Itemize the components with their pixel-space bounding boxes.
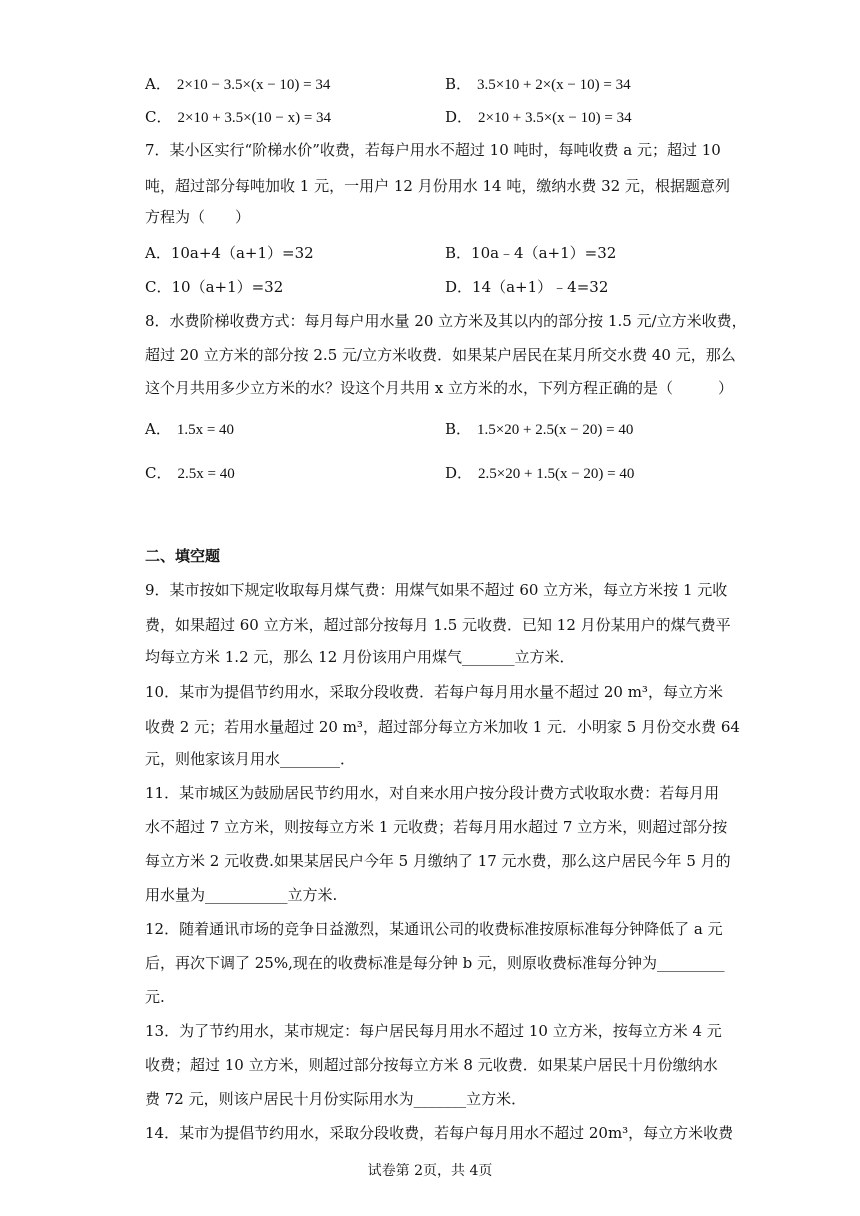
q6-option-b (445, 73, 631, 94)
option-letter: C． (145, 464, 172, 482)
option-letter: A． (145, 420, 171, 438)
q7-line-1: 7．某小区实行“阶梯水价”收费，若每户用水不超过 10 吨时，每吨收费 a 元；超过 10 (145, 141, 721, 159)
q8-line-1: 8．水费阶梯收费方式：每月每户用水量 20 立方米及其以内的部分按 1.5 元/立方米收费， (145, 312, 747, 330)
q9-line-1: 9．某市按如下规定收取每月煤气费：用煤气如果不超过 60 立方米，每立方米按 1 元收 (145, 581, 728, 599)
q8-line-3: 这个月共用多少立方米的水？设这个月共用 x 立方米的水，下列方程正确的是（ ） (145, 379, 733, 397)
q12-line-3: 元. (145, 988, 165, 1006)
option-formula: 2×10 − 3.5×(x − 10) = 34 (176, 77, 331, 93)
option-letter: B． (445, 420, 472, 438)
q13-line-2: 收费；超过 10 立方米，则超过部分按每立方米 8 元收费．如果某户居民十月份缴纳水 (145, 1056, 718, 1074)
q9-line-3: 均每立方米 1.2 元，那么 12 月份该用户用煤气_______立方米． (145, 648, 575, 666)
option-letter: C． (145, 108, 172, 126)
option-letter: B． (445, 75, 472, 93)
q11-line-3: 每立方米 2 元收费.如果某居民户今年 5 月缴纳了 17 元水费，那么这户居民今年 5 月的 (145, 852, 731, 870)
q8-line-2: 超过 20 立方米的部分按 2.5 元/立方米收费．如果某户居民在某月所交水费 40 元，那么 (145, 346, 736, 364)
option-formula: 2×10 + 3.5×(x − 10) = 34 (478, 110, 632, 126)
q9-line-2: 费，如果超过 60 立方米，超过部分按每月 1.5 元收费．已知 12 月份某用户的煤气费平 (145, 616, 731, 634)
option-letter: D． (445, 464, 473, 482)
q12-line-1: 12．随着通讯市场的竞争日益激烈，某通讯公司的收费标准按原标准每分钟降低了 a 元 (145, 920, 723, 938)
q13-line-3: 费 72 元，则该户居民十月份实际用水为_______立方米． (145, 1090, 527, 1108)
option-letter: D． (445, 108, 473, 126)
q6-option-c (145, 106, 331, 127)
option-formula: 3.5×10 + 2×(x − 10) = 34 (477, 77, 631, 93)
option-letter: A． (145, 75, 171, 93)
q14-line-1: 14．某市为提倡节约用水，采取分段收费，若每户每月用水不超过 20m³，每立方米收费 (145, 1124, 734, 1142)
q7-option-d: D．14（a+1）﹣4=32 (445, 278, 609, 296)
q8-option-b (445, 418, 633, 439)
section-title: 二、填空题 (145, 547, 221, 565)
page-footer: 试卷第 2页，共 4页 (367, 1163, 493, 1179)
q7-line-2: 吨，超过部分每吨加收 1 元，一用户 12 月份用水 14 吨，缴纳水费 32 元，根据题意列 (145, 177, 730, 195)
q8-option-a (145, 418, 234, 439)
option-formula: 1.5×20 + 2.5(x − 20) = 40 (477, 422, 634, 438)
option-formula: 2.5x = 40 (177, 466, 235, 482)
q7-line-3: 方程为（ ） (145, 208, 251, 226)
q11-line-1: 11．某市城区为鼓励居民节约用水，对自来水用户按分段计费方式收取水费：若每月用 (145, 784, 720, 802)
q7-option-c: C．10（a+1）=32 (145, 278, 284, 296)
q7-option-a: A．10a+4（a+1）=32 (145, 244, 314, 262)
q11-line-2: 水不超过 7 立方米，则按每立方米 1 元收费；若每月用水超过 7 立方米，则超过部分按 (145, 818, 728, 836)
option-formula: 2×10 + 3.5×(10 − x) = 34 (177, 110, 332, 126)
option-formula: 1.5x = 40 (176, 422, 235, 438)
q6-option-a (145, 73, 330, 94)
q12-line-2: 后，再次下调了 25%,现在的收费标准是每分钟 b 元，则原收费标准每分钟为_________ (145, 954, 725, 972)
q6-option-d (445, 106, 632, 127)
option-formula: 2.5×20 + 1.5(x − 20) = 40 (478, 466, 635, 482)
q10-line-2: 收费 2 元；若用水量超过 20 m³，超过部分每立方米加收 1 元．小明家 5 月份交水费 64 (145, 718, 740, 736)
q10-line-1: 10．某市为提倡节约用水，采取分段收费．若每户每月用水量不超过 20 m³，每立方米 (145, 683, 723, 701)
q8-option-d (445, 462, 634, 483)
q8-option-c (145, 462, 235, 483)
q11-line-4: 用水量为___________立方米. (145, 886, 338, 904)
q13-line-1: 13．为了节约用水，某市规定：每户居民每月用水不超过 10 立方米，按每立方米 4 元 (145, 1022, 722, 1040)
q10-line-3: 元，则他家该月用水________． (145, 750, 356, 768)
q7-option-b: B．10a﹣4（a+1）=32 (445, 244, 617, 262)
